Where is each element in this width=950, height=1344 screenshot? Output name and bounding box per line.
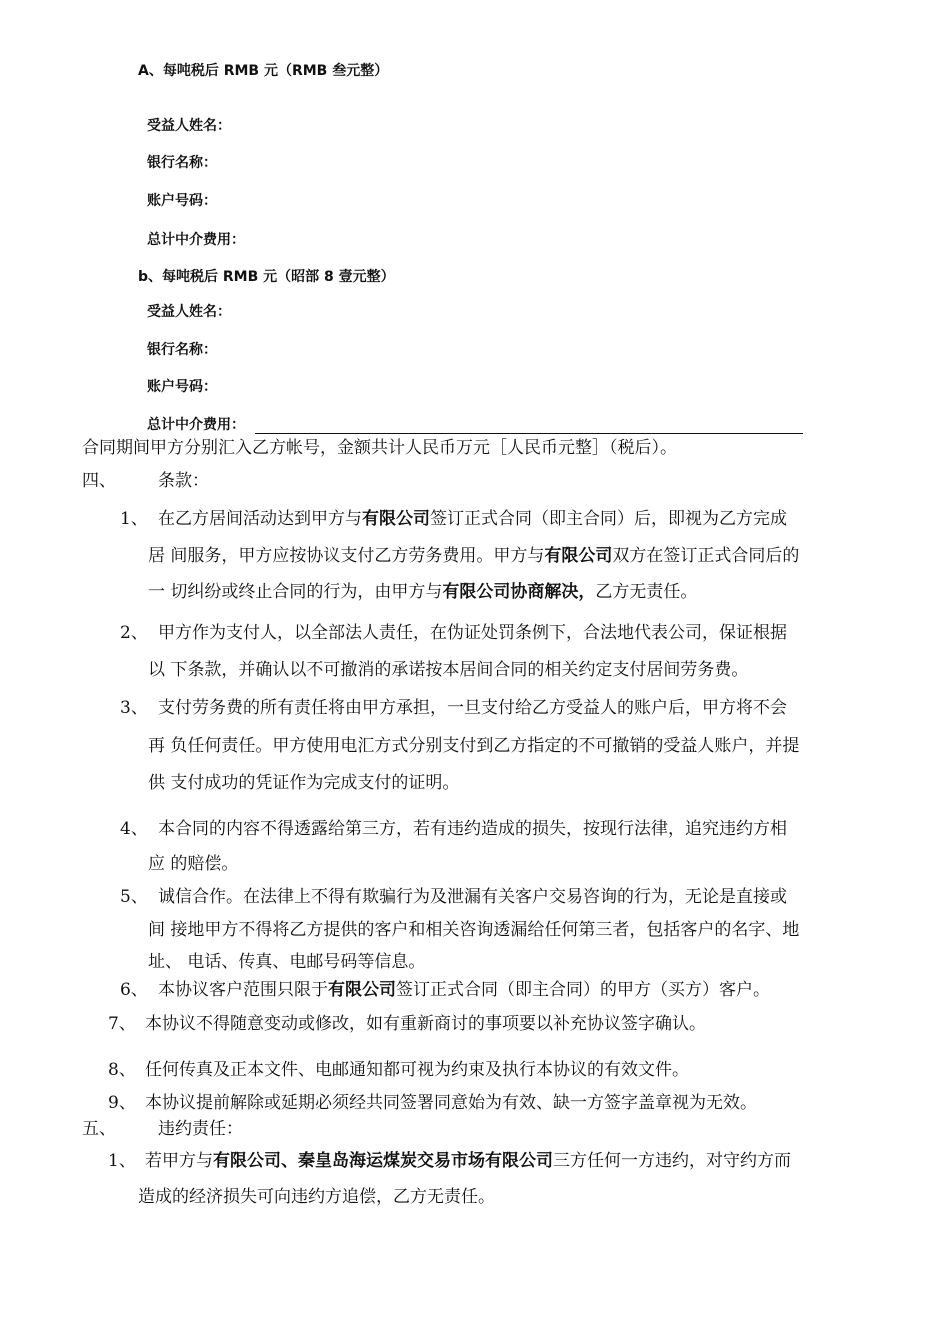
- section-a-total-fee-label: 总计中介费用：: [147, 232, 245, 248]
- clause-5-1-line-2: 造成的经济损失可向违约方追偿，乙方无责任。: [138, 1187, 495, 1207]
- clause-4-5-line-3: 址、 电话、传真、电邮号码等信息。: [148, 952, 426, 972]
- section-a-bank-label: 银行名称：: [147, 155, 217, 171]
- section-4-number: 四、: [82, 471, 116, 491]
- section-b-heading: b、每吨税后 RMB 元（昭部 8 壹元整）: [138, 269, 395, 285]
- payment-note: 合同期间甲方分别汇入乙方帐号，金额共计人民币万元［人民币元整］（税后）。: [82, 438, 677, 458]
- clause-4-7-line-1: 本协议不得随意变动或修改，如有重新商讨的事项要以补充协议签字确认。: [145, 1014, 706, 1034]
- clause-4-2-line-1: 甲方作为支付人，以全部法人责任，在伪证处罚条例下，合法地代表公司，保证根据: [158, 623, 787, 643]
- clause-5-1-line-1: 若甲方与有限公司、秦皇岛海运煤炭交易市场有限公司三方任何一方违约，对守约方而: [145, 1151, 791, 1171]
- section-a-account-label: 账户号码：: [147, 193, 217, 209]
- clause-4-2-number: 2、: [120, 623, 148, 643]
- section-b-total-fee-row: [147, 414, 803, 434]
- section-b-bank-label: 银行名称：: [147, 342, 217, 358]
- section-5-title: 违约责任：: [158, 1119, 243, 1139]
- clause-4-1-number: 1、: [120, 509, 148, 529]
- clause-4-4-line-2: 应 的赔偿。: [148, 854, 239, 874]
- clause-4-3-line-1: 支付劳务费的所有责任将由甲方承担，一旦支付给乙方受益人的账户后，甲方将不会: [158, 698, 787, 718]
- fill-in-blank-line: [255, 419, 803, 434]
- clause-4-9-line-1: 本协议提前解除或延期必须经共同签署同意始为有效、缺一方签字盖章视为无效。: [145, 1093, 757, 1113]
- clause-4-1-line-3: 一 切纠纷或终止合同的行为，由甲方与有限公司协商解决，乙方无责任。: [148, 582, 698, 602]
- clause-4-3-line-2: 再 负任何责任。甲方使用电汇方式分别支付到乙方指定的不可撤销的受益人账户，并提: [148, 736, 800, 756]
- clause-4-9-number: 9、: [108, 1093, 136, 1113]
- section-5-number: 五、: [82, 1119, 116, 1139]
- clause-4-1-line-2: 居 间服务，甲方应按协议支付乙方劳务费用。甲方与有限公司双方在签订正式合同后的: [148, 546, 800, 566]
- section-b-account-label: 账户号码：: [147, 379, 217, 395]
- section-b-beneficiary-label: 受益人姓名：: [147, 304, 231, 320]
- section-b-total-fee-label: 总计中介费用：: [147, 417, 245, 433]
- clause-4-4-line-1: 本合同的内容不得透露给第三方，若有违约造成的损失，按现行法律，追究违约方相: [158, 819, 787, 839]
- clause-4-3-number: 3、: [120, 698, 148, 718]
- clause-4-6-line-1: 本协议客户范围只限于有限公司签订正式合同（即主合同）的甲方（买方）客户。: [158, 980, 770, 1000]
- section-a-beneficiary-label: 受益人姓名：: [147, 118, 231, 134]
- clause-4-2-line-2: 以 下条款，并确认以不可撤消的承诺按本居间合同的相关约定支付居间劳务费。: [148, 660, 749, 680]
- clause-4-8-number: 8、: [108, 1060, 136, 1080]
- section-a-heading: A、每吨税后 RMB 元（RMB 叁元整）: [138, 63, 389, 79]
- clause-5-1-number: 1、: [108, 1151, 136, 1171]
- clause-4-4-number: 4、: [120, 819, 148, 839]
- clause-4-8-line-1: 任何传真及正本文件、电邮通知都可视为约束及执行本协议的有效文件。: [145, 1060, 689, 1080]
- clause-4-7-number: 7、: [108, 1014, 136, 1034]
- section-4-title: 条款：: [158, 471, 209, 491]
- clause-4-3-line-3: 供 支付成功的凭证作为完成支付的证明。: [148, 773, 460, 793]
- clause-4-1-line-1: 在乙方居间活动达到甲方与有限公司签订正式合同（即主合同）后，即视为乙方完成: [158, 509, 787, 529]
- clause-4-6-number: 6、: [120, 980, 148, 1000]
- clause-4-5-line-1: 诚信合作。在法律上不得有欺骗行为及泄漏有关客户交易咨询的行为，无论是直接或: [158, 887, 787, 907]
- clause-4-5-line-2: 间 接地甲方不得将乙方提供的客户和相关咨询透漏给任何第三者，包括客户的名字、地: [148, 920, 800, 940]
- clause-4-5-number: 5、: [120, 887, 148, 907]
